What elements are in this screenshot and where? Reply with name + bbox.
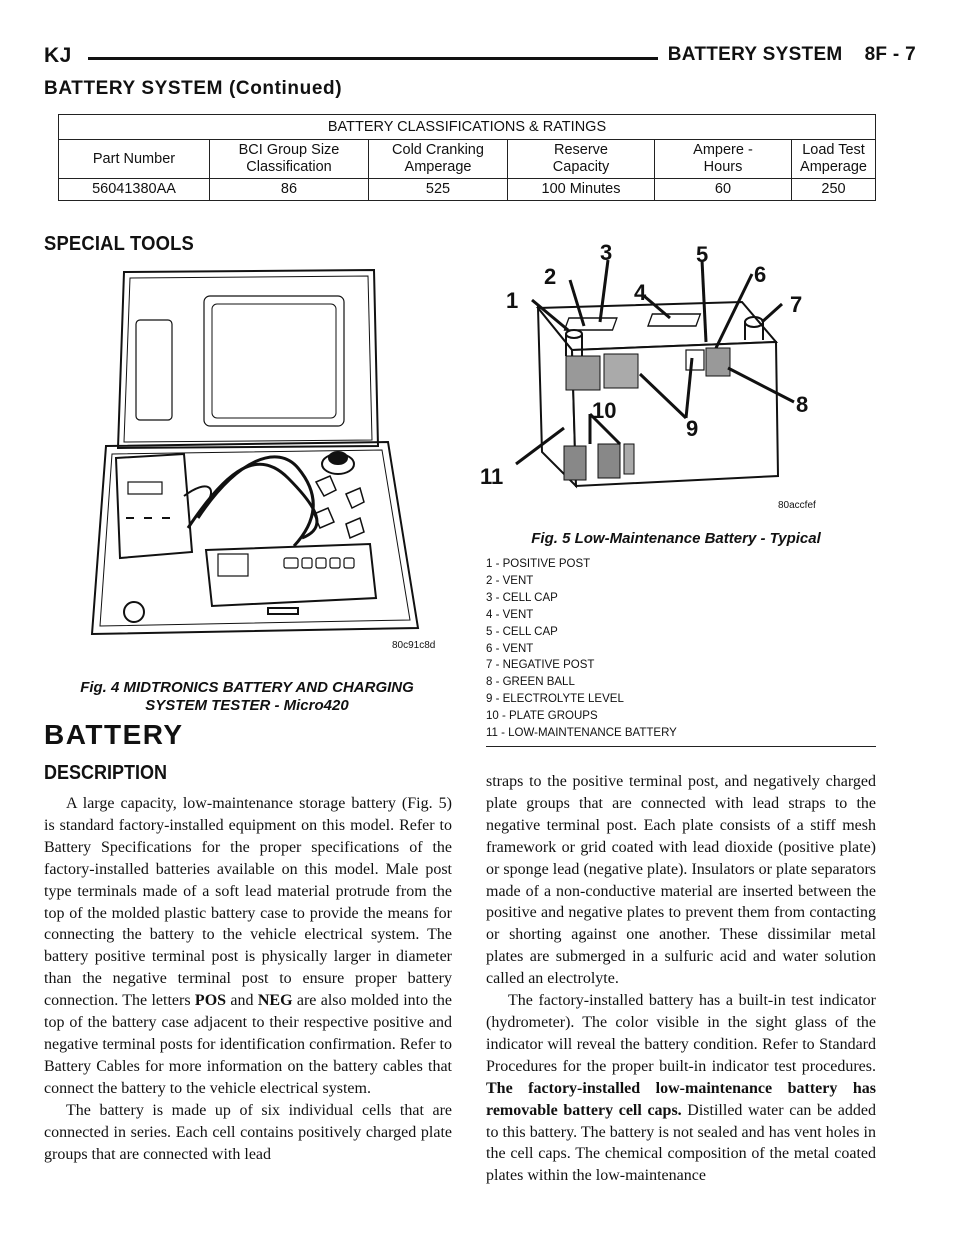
model-code: KJ <box>44 44 72 67</box>
table-caption: BATTERY CLASSIFICATIONS & RATINGS <box>59 115 876 140</box>
section-title: BATTERY SYSTEM <box>667 44 843 65</box>
header-cell: Ampere - Hours <box>655 140 792 179</box>
running-header <box>44 44 916 72</box>
header-cell: BCI Group Size Classification <box>210 140 369 179</box>
legend-item: 1 - POSITIVE POST <box>486 558 591 570</box>
callout-number: 2 <box>544 264 557 289</box>
battery-heading: BATTERY <box>44 719 184 750</box>
header-cell: Load Test Amperage <box>792 140 876 179</box>
callout-number: 9 <box>686 416 699 441</box>
page-number: 8F - 7 <box>864 44 916 65</box>
table-row <box>59 179 876 201</box>
legend-item: 10 - PLATE GROUPS <box>486 710 598 723</box>
paragraph: straps to the positive terminal post, and negatively charged plate groups that are connected with lead straps to the negative terminal post. Each plate consists of a stiff mesh framework or grid coated with lead dioxide (positive plate) or sponge lead (negative plate). Insulators or plate separators made of a non-conductive material are inserted between the positive and negative plates to prevent them from contacting or shorting against one another. These dissimilar metal plates are submerged in a sulfuric acid and water solution called an electrolyte. <box>486 773 876 988</box>
legend-item: 6 - VENT <box>486 642 534 655</box>
legend-divider <box>486 746 876 747</box>
battery-drawing <box>480 238 840 520</box>
header-cell: Cold Cranking Amperage <box>369 140 508 179</box>
legend-item: 7 - NEGATIVE POST <box>486 659 595 672</box>
paragraph: The battery is made up of six individual cells that are connected in series. Each cell contains positively charged plate groups that are connected with lead <box>44 1101 452 1163</box>
tester-case-drawing <box>88 268 448 658</box>
legend-item: 4 - VENT <box>486 608 534 621</box>
fig5-code: 80accfef <box>778 500 816 511</box>
legend-item: 8 - GREEN BALL <box>486 676 575 689</box>
header-cell: Reserve Capacity <box>508 140 655 179</box>
callout-number: 1 <box>506 288 519 313</box>
paragraph: A large capacity, low-maintenance storage battery (Fig. 5) is standard factory-installed equipment on this model. Refer to Battery Specifications for the proper specifications of the factory-installed batteries available on this model. Male post type terminals made of a soft lead material protrude from the top of the molded plastic battery case to provide the means for connecting the battery to the vehicle electrical system. The battery positive terminal post is physically larger in diameter than the negative terminal post to ensure proper battery connection. The letters POS and NEG are also molded into the top of the battery case adjacent to their respective positive and negative terminal posts for identification confirmation. Refer to Battery Cables for more information on the battery cables that connect the battery to the vehicle electrical system. <box>44 795 453 1097</box>
callout-number: 4 <box>634 280 647 305</box>
legend-item: 9 - ELECTROLYTE LEVEL <box>486 693 624 706</box>
header-cell: Part Number <box>59 140 210 179</box>
table-cell: 56041380AA <box>59 179 210 201</box>
fig4-illustration <box>88 268 448 658</box>
callout-number: 7 <box>790 292 803 317</box>
fig5-illustration <box>480 238 840 520</box>
header-rule <box>88 57 658 60</box>
callout-number: 8 <box>796 392 809 417</box>
special-tools-heading: SPECIAL TOOLS <box>44 233 194 255</box>
callout-number: 6 <box>754 262 767 287</box>
fig5-caption: Fig. 5 Low-Maintenance Battery - Typical <box>531 530 821 547</box>
callout-number: 11 <box>480 464 504 489</box>
left-column-text <box>44 793 452 1165</box>
table-cell: 100 Minutes <box>508 179 655 201</box>
legend-item: 5 - CELL CAP <box>486 625 558 638</box>
callout-number: 10 <box>592 398 617 423</box>
battery-ratings-table <box>58 114 876 201</box>
callout-number: 3 <box>600 240 613 265</box>
table-cell: 525 <box>369 179 508 201</box>
legend-item: 11 - LOW-MAINTENANCE BATTERY <box>486 727 677 740</box>
table-cell: 250 <box>792 179 876 201</box>
paragraph: The factory-installed battery has a built-in test indicator (hydrometer). The color visible in the sight glass of the indicator will reveal the battery condition. Refer to Standard Procedures for the proper built-in indicator test procedures. The factory-installed low-maintenance battery has removable battery cell caps. Distilled water can be added to this battery. The battery is not sealed and has vent holes in the cell caps. The chemical composition of the metal coated plates within the low-maintenance <box>486 992 876 1185</box>
description-heading: DESCRIPTION <box>44 762 168 784</box>
legend-item: 2 - VENT <box>486 574 534 587</box>
table-header-row <box>59 140 876 179</box>
fig5-legend <box>486 556 876 742</box>
fig4-code: 80c91c8d <box>392 640 436 651</box>
fig4-caption: Fig. 4 MIDTRONICS BATTERY AND CHARGING SYSTEM TESTER - Micro420 <box>80 679 414 714</box>
continued-heading: BATTERY SYSTEM (Continued) <box>44 78 343 99</box>
right-column-text <box>486 771 876 1187</box>
legend-item: 3 - CELL CAP <box>486 591 558 604</box>
header-section <box>668 44 916 66</box>
table-cell: 60 <box>655 179 792 201</box>
table-cell: 86 <box>210 179 369 201</box>
callout-number: 5 <box>696 242 709 267</box>
